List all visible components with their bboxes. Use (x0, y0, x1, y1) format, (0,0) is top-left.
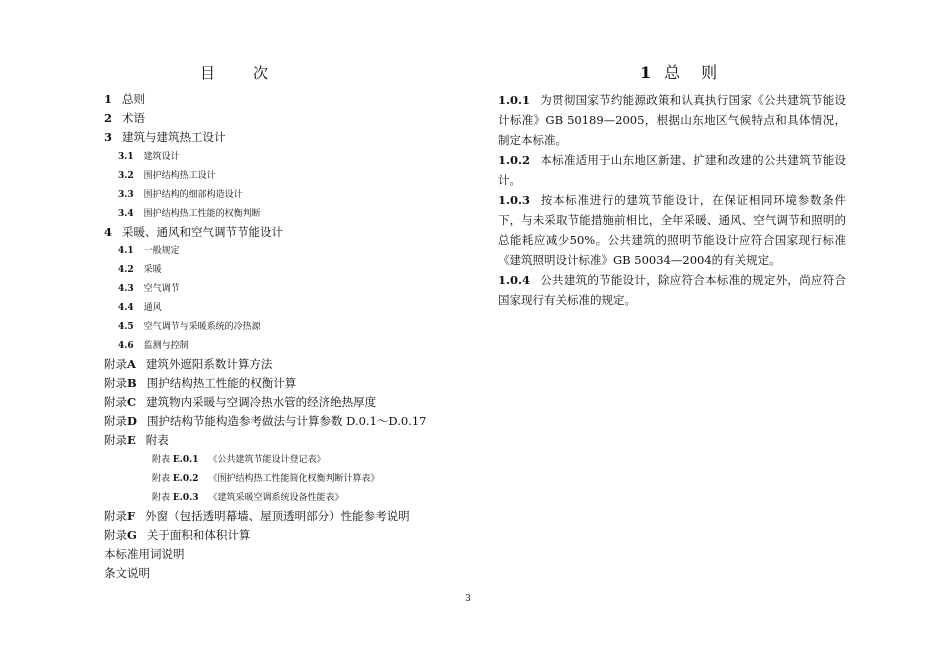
appendix-letter: F (127, 509, 136, 523)
toc-appendix[interactable] (104, 355, 272, 373)
appendix-prefix: 附录 (104, 433, 127, 447)
appendix-letter: E (127, 433, 136, 447)
appendix-prefix: 附录 (104, 395, 127, 409)
chapter-title-char: 则 (701, 63, 719, 82)
toc-item-label: 建筑与建筑热工设计 (122, 130, 226, 144)
sub-table-prefix: 附表 (152, 474, 171, 484)
toc-item-num: 4 (104, 225, 113, 239)
sub-table-label: 《建筑采暖空调系统设备性能表》 (208, 493, 344, 503)
toc-item-label: 采暖 (143, 265, 162, 275)
article (498, 270, 846, 310)
toc-item-num: 3.3 (118, 190, 134, 200)
toc-item-label: 围护结构的细部构造设计 (143, 190, 243, 200)
sub-table-label: 《围护结构热工性能简化权衡判断计算表》 (208, 474, 380, 484)
appendix-label: 建筑外遮阳系数计算方法 (145, 357, 273, 371)
toc-item-num: 4.3 (118, 284, 134, 294)
toc-sub-table[interactable] (152, 470, 380, 488)
toc-appendix[interactable] (104, 412, 426, 430)
sub-table-prefix: 附表 (152, 493, 171, 503)
toc-item-num: 3 (104, 130, 113, 144)
toc-item[interactable] (104, 564, 150, 582)
toc-item[interactable] (118, 167, 216, 185)
toc-appendix[interactable] (104, 431, 169, 449)
appendix-letter: B (127, 376, 137, 390)
toc-appendix[interactable] (104, 507, 410, 525)
toc-item-label: 围护结构热工设计 (143, 171, 216, 181)
toc-sub-table[interactable] (152, 489, 344, 507)
toc-item[interactable] (118, 148, 180, 166)
toc-item-num: 3.2 (118, 171, 134, 181)
appendix-label: 关于面积和体积计算 (146, 528, 251, 542)
toc-item-num: 4.6 (118, 341, 134, 351)
article-number: 1.0.1 (498, 93, 531, 107)
toc-item[interactable] (118, 242, 180, 260)
page-number: 3 (465, 594, 471, 604)
toc-item-label: 空气调节与采暖系统的冷热源 (143, 322, 261, 332)
article-text: 本标准适用于山东地区新建、扩建和改建的公共建筑节能设计。 (498, 153, 846, 187)
toc-appendix[interactable] (104, 526, 250, 544)
toc-item-num: 4.2 (118, 265, 134, 275)
toc-item[interactable] (104, 109, 145, 127)
article-number: 1.0.4 (498, 273, 531, 287)
article (498, 90, 846, 150)
toc-item[interactable] (118, 318, 261, 336)
toc-item-label: 建筑设计 (143, 152, 180, 162)
article-number: 1.0.2 (498, 153, 531, 167)
appendix-prefix: 附录 (104, 357, 127, 371)
appendix-label: 围护结构热工性能的权衡计算 (146, 376, 297, 390)
article (498, 190, 846, 270)
toc-item[interactable] (104, 128, 226, 146)
appendix-prefix: 附录 (104, 509, 127, 523)
toc-item-num: 4.4 (118, 303, 134, 313)
appendix-letter: C (127, 395, 137, 409)
appendix-prefix: 附录 (104, 414, 127, 428)
toc-item-label: 监测与控制 (143, 341, 189, 351)
chapter-title (640, 60, 718, 83)
article-number: 1.0.3 (498, 193, 531, 207)
toc-title-char: 次 (253, 64, 271, 82)
appendix-letter: D (127, 414, 137, 428)
chapter-number: 1 (640, 63, 653, 82)
toc-item[interactable] (104, 90, 145, 108)
toc-item-num: 4.1 (118, 246, 134, 256)
toc-sub-table[interactable] (152, 451, 326, 469)
toc-item-label: 术语 (122, 111, 146, 125)
sub-table-prefix: 附表 (152, 455, 171, 465)
toc-item[interactable] (104, 545, 185, 563)
sub-table-num: E.0.2 (172, 474, 199, 484)
toc-item-label: 总则 (122, 92, 146, 106)
toc-item-num: 3.4 (118, 209, 134, 219)
appendix-label: 外窗（包括透明幕墙、屋顶透明部分）性能参考说明 (145, 509, 410, 523)
toc-title (0, 62, 540, 83)
appendix-label: 建筑物内采暖与空调冷热水管的经济绝热厚度 (146, 395, 377, 409)
article (498, 150, 846, 190)
article-text: 为贯彻国家节约能源政策和认真执行国家《公共建筑节能设计标准》GB 50189—2005，根据山东地区气候特点和具体情况，制定本标准。 (498, 93, 846, 147)
toc-item-label: 空气调节 (143, 284, 180, 294)
toc-item-num: 4.5 (118, 322, 134, 332)
appendix-letter: A (127, 357, 136, 371)
appendix-letter: G (127, 528, 137, 542)
toc-title-char: 目 (200, 64, 218, 82)
appendix-prefix: 附录 (104, 528, 127, 542)
toc-appendix[interactable] (104, 374, 296, 392)
toc-item-num: 2 (104, 111, 113, 125)
toc-item[interactable] (118, 186, 243, 204)
appendix-label: 附表 (145, 433, 169, 447)
chapter-title-char: 总 (664, 63, 682, 82)
toc-item-label: 通风 (143, 303, 162, 313)
toc-item-label: 一般规定 (143, 246, 180, 256)
article-text: 按本标准进行的建筑节能设计，在保证相同环境参数条件下，与未采取节能措施前相比，全年采暖、通风、空气调节和照明的总能耗应减少50%。公共建筑的照明节能设计应符合国家现行标准《建筑照明设计标准》GB 50034—2004的有关规定。 (498, 193, 846, 267)
sub-table-label: 《公共建筑节能设计登记表》 (208, 455, 326, 465)
toc-item-num: 1 (104, 92, 113, 106)
toc-item[interactable] (118, 280, 180, 298)
toc-item-label: 条文说明 (104, 566, 150, 580)
toc-item[interactable] (118, 261, 162, 279)
toc-item-label: 本标准用词说明 (104, 547, 185, 561)
toc-item-num: 3.1 (118, 152, 134, 162)
appendix-label: 围护结构节能构造参考做法与计算参数 D.0.1～D.0.17 (146, 414, 427, 428)
sub-table-num: E.0.3 (172, 493, 199, 503)
toc-item[interactable] (118, 299, 162, 317)
toc-appendix[interactable] (104, 393, 376, 411)
toc-item[interactable] (104, 223, 283, 241)
article-text: 公共建筑的节能设计，除应符合本标准的规定外，尚应符合国家现行有关标准的规定。 (498, 273, 846, 307)
toc-item[interactable] (118, 205, 261, 223)
sub-table-num: E.0.1 (172, 455, 199, 465)
appendix-prefix: 附录 (104, 376, 127, 390)
toc-item-label: 围护结构热工性能的权衡判断 (143, 209, 261, 219)
toc-item-label: 采暖、通风和空气调节节能设计 (122, 225, 284, 239)
toc-item[interactable] (118, 337, 189, 355)
